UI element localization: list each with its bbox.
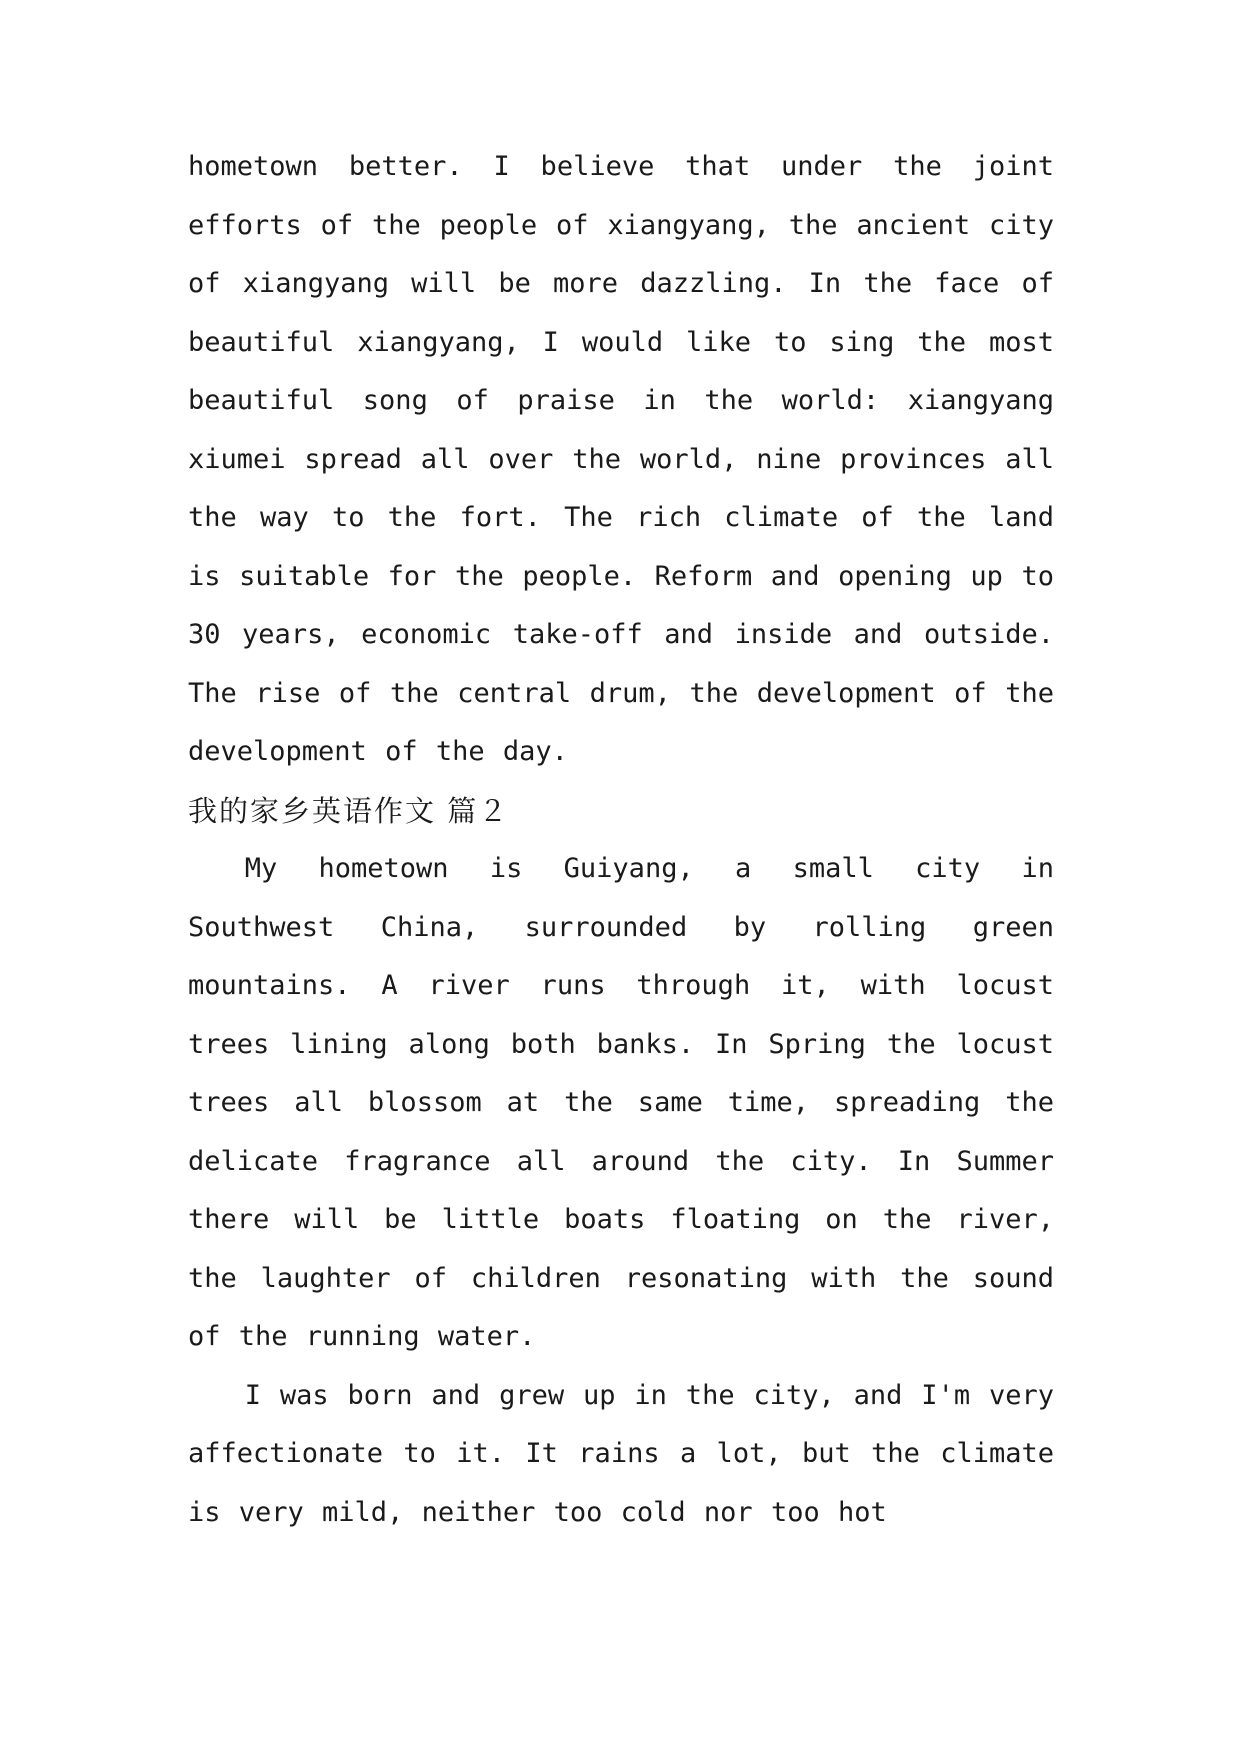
paragraph-guiyang-intro: My hometown is Guiyang, a small city in Southwest China, surrounded by rolling green mountains. A river runs through it, with locust trees lining along both banks. In Spring the locust trees all blossom at the same time, spreading the delicate fragrance all around the city. In Summer there will be little boats floating on the river, the laughter of children resonating with the sound of the running water.	[188, 853, 1054, 1352]
paragraph-guiyang-climate: I was born and grew up in the city, and I'm very affectionate to it. It rains a lot, but the climate is very mild, neither too cold nor too hot	[188, 1379, 1054, 1528]
document-body	[188, 138, 1054, 1542]
section-heading-essay-2: 我的家乡英语作文 篇２	[188, 793, 510, 828]
paragraph-xiangyang-ending: hometown better. I believe that under the joint efforts of the people of xiangyang, the ancient city of xiangyang will be more dazzling. In the face of beautiful xiangyang, I would like to sing the most beautiful song of praise in the world: xiangyang xiumei spread all over the world, nine provinces all the way to the fort. The rich climate of the land is suitable for the people. Reform and opening up to 30 years, economic take-off and inside and outside. The rise of the central drum, the development of the development of the day.	[188, 151, 1054, 767]
